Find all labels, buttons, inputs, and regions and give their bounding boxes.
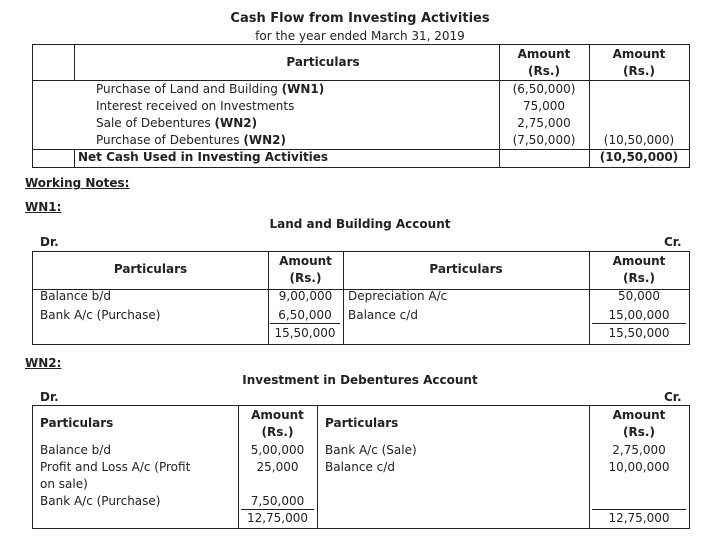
deb-debit-amount: 7,50,000 bbox=[241, 493, 314, 510]
deb-credit-amount: 2,75,000 bbox=[612, 443, 666, 457]
deb-debit-amount: 25,000 bbox=[256, 460, 299, 474]
wn1-label: WN1: bbox=[25, 200, 62, 214]
land-h-amount-right: Amount bbox=[612, 254, 666, 268]
land-debit-amount: 9,00,000 bbox=[278, 289, 333, 303]
cf-row-label: Interest received on Investments bbox=[96, 99, 295, 113]
cf-row-label: Purchase of Debentures (WN2) bbox=[96, 133, 286, 147]
cf-row-total: (10,50,000) bbox=[603, 133, 675, 147]
land-total-right: 15,50,000 bbox=[608, 326, 670, 340]
land-credit-label: Depreciation A/c bbox=[348, 289, 448, 303]
cf-header-amount-1-unit: (Rs.) bbox=[528, 64, 560, 78]
land-h-amount-left-unit: (Rs.) bbox=[289, 271, 322, 285]
land-total-left: 15,50,000 bbox=[274, 326, 336, 340]
land-h-particulars-right: Particulars bbox=[429, 262, 503, 276]
land-credit-label: Balance c/d bbox=[348, 308, 418, 322]
wn2-label: WN2: bbox=[25, 356, 62, 370]
land-debit-label: Bank A/c (Purchase) bbox=[40, 308, 161, 322]
cf-row-amount: 75,000 bbox=[523, 99, 565, 113]
deb-credit-amount: 10,00,000 bbox=[608, 460, 670, 474]
cf-header-amount-2: Amount bbox=[612, 47, 666, 61]
cf-header-amount-1: Amount bbox=[517, 47, 571, 61]
deb-total-left: 12,75,000 bbox=[246, 511, 309, 525]
land-credit-amount: 15,00,000 bbox=[592, 307, 686, 324]
deb-h-amount-right: Amount bbox=[612, 408, 666, 422]
deb-debit-amount: 5,00,000 bbox=[250, 443, 305, 457]
deb-h-amount-right-unit: (Rs.) bbox=[623, 425, 655, 439]
deb-debit-label: Balance b/d bbox=[40, 443, 111, 457]
land-h-particulars-left: Particulars bbox=[113, 262, 188, 276]
deb-total-right: 12,75,000 bbox=[608, 511, 670, 525]
deb-debit-label: Profit and Loss A/c (Profit bbox=[40, 460, 191, 474]
land-debit-amount: 6,50,000 bbox=[270, 307, 340, 324]
deb-h-particulars-right: Particulars bbox=[325, 416, 399, 430]
cash-flow-title: Cash Flow from Investing Activities bbox=[230, 11, 490, 26]
cf-header-particulars: Particulars bbox=[286, 55, 360, 69]
deb-debit-label: on sale) bbox=[40, 477, 88, 491]
land-cr-label: Cr. bbox=[664, 235, 682, 249]
deb-debit-label: Bank A/c (Purchase) bbox=[40, 494, 161, 508]
cf-row-amount: (6,50,000) bbox=[512, 82, 576, 96]
deb-h-amount-left-unit: (Rs.) bbox=[261, 425, 294, 439]
cf-row-amount: (7,50,000) bbox=[512, 133, 576, 147]
deb-h-particulars-left: Particulars bbox=[40, 416, 114, 430]
cf-row-label: Purchase of Land and Building (WN1) bbox=[96, 82, 325, 96]
land-h-amount-left: Amount bbox=[279, 254, 332, 268]
land-debit-label: Balance b/d bbox=[40, 289, 111, 303]
cf-header-amount-2-unit: (Rs.) bbox=[623, 64, 655, 78]
deb-credit-label: Balance c/d bbox=[325, 460, 395, 474]
cf-net-label: Net Cash Used in Investing Activities bbox=[78, 150, 329, 164]
deb-credit-label: Bank A/c (Sale) bbox=[325, 443, 417, 457]
working-notes-heading: Working Notes: bbox=[25, 176, 130, 190]
cf-net-amount: (10,50,000) bbox=[599, 150, 679, 164]
deb-cr-label: Cr. bbox=[664, 390, 682, 404]
land-account-title: Land and Building Account bbox=[269, 217, 451, 231]
cf-row-amount: 2,75,000 bbox=[517, 116, 571, 130]
land-h-amount-right-unit: (Rs.) bbox=[623, 271, 655, 285]
deb-dr-label: Dr. bbox=[40, 390, 59, 404]
debenture-account-title: Investment in Debentures Account bbox=[242, 373, 478, 387]
cf-row-label: Sale of Debentures (WN2) bbox=[96, 116, 258, 130]
deb-h-amount-left: Amount bbox=[251, 408, 304, 422]
land-credit-amount: 50,000 bbox=[618, 289, 660, 303]
cash-flow-subtitle: for the year ended March 31, 2019 bbox=[255, 29, 465, 43]
land-dr-label: Dr. bbox=[40, 235, 59, 249]
